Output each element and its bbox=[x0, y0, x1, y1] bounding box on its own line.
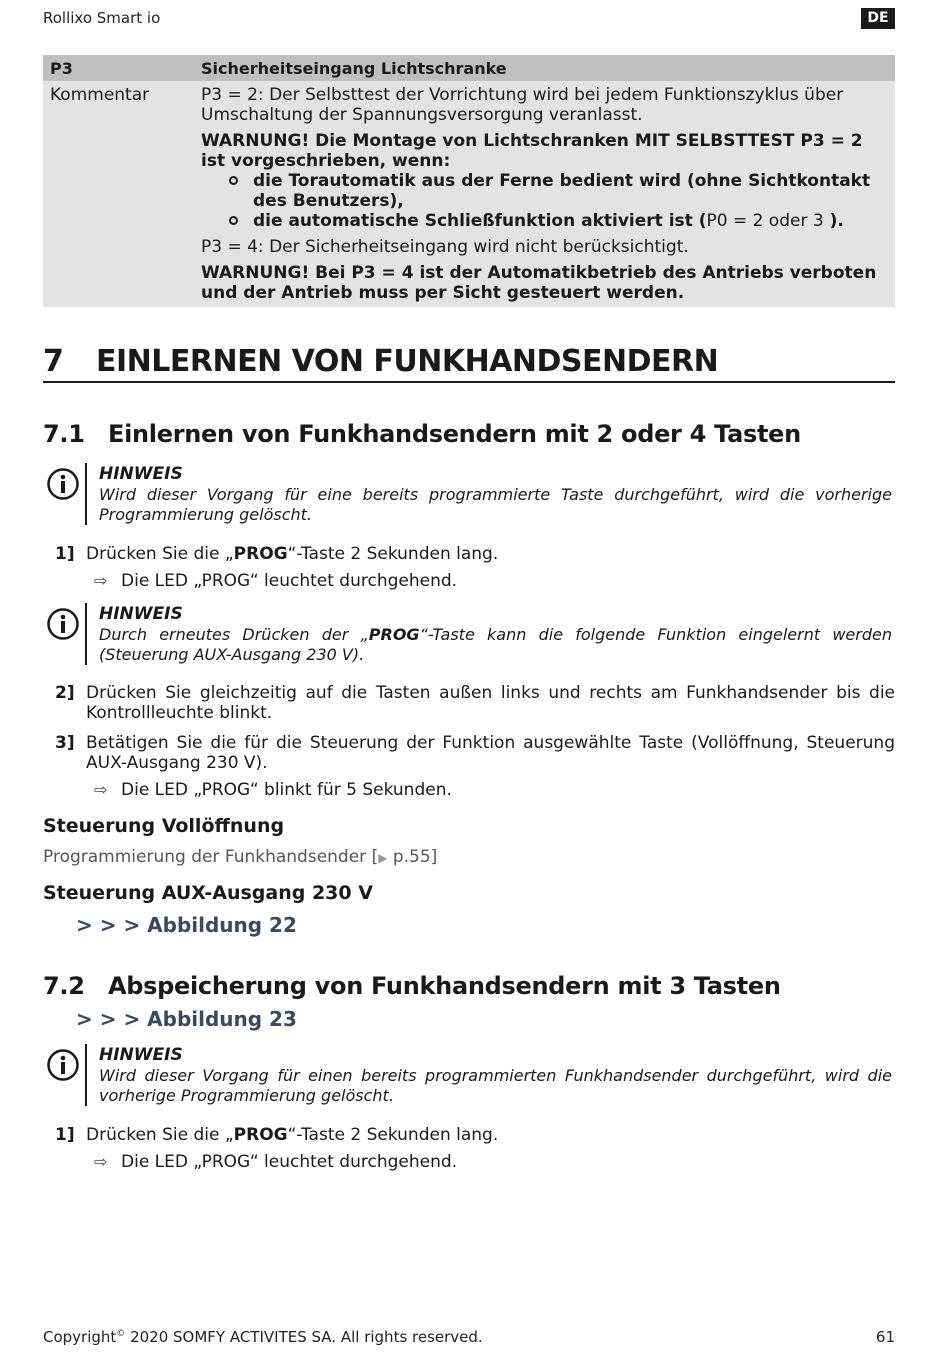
note-title: HINWEIS bbox=[99, 604, 183, 624]
step-7-2-1-result: ⇨ Die LED „PROG“ leuchtet durchgehend. bbox=[94, 1152, 458, 1172]
warning-2: WARNUNG! Bei P3 = 4 ist der Automatikbetrieb des Antriebs verboten und der Antrieb muss per Sicht gesteuert werden. bbox=[201, 263, 877, 303]
footer-copyright: Copyright© 2020 SOMFY ACTIVITES SA. All rights reserved. bbox=[43, 1328, 483, 1346]
note-text: Wird dieser Vorgang für eine bereits programmierte Taste durchgeführt, wird die vorherige Programmierung gelöscht. bbox=[99, 485, 892, 524]
figure-23-link[interactable]: > > > Abbildung 23 bbox=[76, 1007, 297, 1031]
comment-content bbox=[201, 85, 895, 303]
cross-reference-link[interactable]: Programmierung der Funkhandsender [▶ p.55] bbox=[43, 847, 438, 867]
section-7-2-heading: 7.2 Abspeicherung von Funkhandsendern mit 3 Tasten bbox=[43, 972, 781, 1000]
note-title: HINWEIS bbox=[99, 464, 183, 484]
play-triangle-icon: ▶ bbox=[378, 851, 388, 865]
result-arrow-icon: ⇨ bbox=[94, 571, 108, 590]
comment-label: Kommentar bbox=[50, 85, 150, 105]
step-7-2-1: 1] Drücken Sie die „PROG“-Taste 2 Sekunden lang. bbox=[55, 1125, 499, 1145]
param-code: P3 bbox=[50, 58, 73, 78]
info-icon bbox=[46, 1048, 80, 1082]
comment-line-2: P3 = 4: Der Sicherheitseingang wird nicht berücksichtigt. bbox=[201, 237, 689, 257]
comment-line-1: P3 = 2: Der Selbsttest der Vorrichtung wird bei jedem Funktionszyklus über Umschaltung der Spannungsversorgung veranlasst. bbox=[201, 85, 844, 125]
note-box-2 bbox=[46, 603, 895, 665]
list-item: die Torautomatik aus der Ferne bedient wird (ohne Sichtkontakt des Benutzers), bbox=[229, 171, 887, 211]
parameter-table bbox=[43, 55, 895, 307]
warning-list bbox=[229, 171, 887, 231]
bullet-icon bbox=[229, 176, 238, 185]
step-3: 3] Betätigen Sie die für die Steuerung der Funktion ausgewählte Taste (Vollöffnung, Steuerung AUX-Ausgang 230 V). bbox=[55, 733, 895, 773]
warning-1: WARNUNG! Die Montage von Lichtschranken MIT SELBSTTEST P3 = 2 ist vorgeschrieben, wenn: bbox=[201, 131, 863, 171]
note-text: Wird dieser Vorgang für einen bereits programmierten Funkhandsender durchgeführt, wird die vorherige Programmierung gelöscht. bbox=[99, 1066, 892, 1105]
result-arrow-icon: ⇨ bbox=[94, 1152, 108, 1171]
result-arrow-icon: ⇨ bbox=[94, 780, 108, 799]
note-title: HINWEIS bbox=[99, 1045, 183, 1065]
note-box-1 bbox=[46, 463, 895, 525]
subheading-aux: Steuerung AUX-Ausgang 230 V bbox=[43, 882, 373, 904]
note-text: Durch erneutes Drücken der „PROG“-Taste kann die folgende Funktion eingelernt werden (Steuerung AUX-Ausgang 230 V). bbox=[99, 625, 892, 664]
step-1: 1] Drücken Sie die „PROG“-Taste 2 Sekunden lang. bbox=[55, 544, 499, 564]
note-box-3 bbox=[46, 1044, 895, 1106]
step-3-result: ⇨ Die LED „PROG“ blinkt für 5 Sekunden. bbox=[94, 780, 452, 800]
language-badge: DE bbox=[861, 8, 895, 29]
subheading-vollöffnung: Steuerung Vollöffnung bbox=[43, 815, 285, 837]
header-product: Rollixo Smart io bbox=[43, 9, 161, 27]
note-divider bbox=[85, 463, 87, 525]
page-number: 61 bbox=[875, 1328, 895, 1346]
table-comment-row bbox=[43, 81, 895, 307]
bullet-icon bbox=[229, 216, 238, 225]
list-item: die automatische Schließfunktion aktiviert ist (P0 = 2 oder 3 ). bbox=[229, 211, 887, 231]
table-header-row bbox=[43, 55, 895, 81]
note-divider bbox=[85, 603, 87, 665]
info-icon bbox=[46, 607, 80, 641]
step-1-result: ⇨ Die LED „PROG“ leuchtet durchgehend. bbox=[94, 571, 458, 591]
info-icon bbox=[46, 467, 80, 501]
figure-22-link[interactable]: > > > Abbildung 22 bbox=[76, 913, 297, 937]
section-7-heading: 7 EINLERNEN VON FUNKHANDSENDERN bbox=[43, 344, 895, 383]
param-title: Sicherheitseingang Lichtschranke bbox=[201, 58, 507, 78]
note-divider bbox=[85, 1044, 87, 1106]
section-7-1-heading: 7.1 Einlernen von Funkhandsendern mit 2 oder 4 Tasten bbox=[43, 420, 801, 448]
step-2: 2] Drücken Sie gleichzeitig auf die Tasten außen links und rechts am Funkhandsender bis die Kontrollleuchte blinkt. bbox=[55, 683, 895, 723]
